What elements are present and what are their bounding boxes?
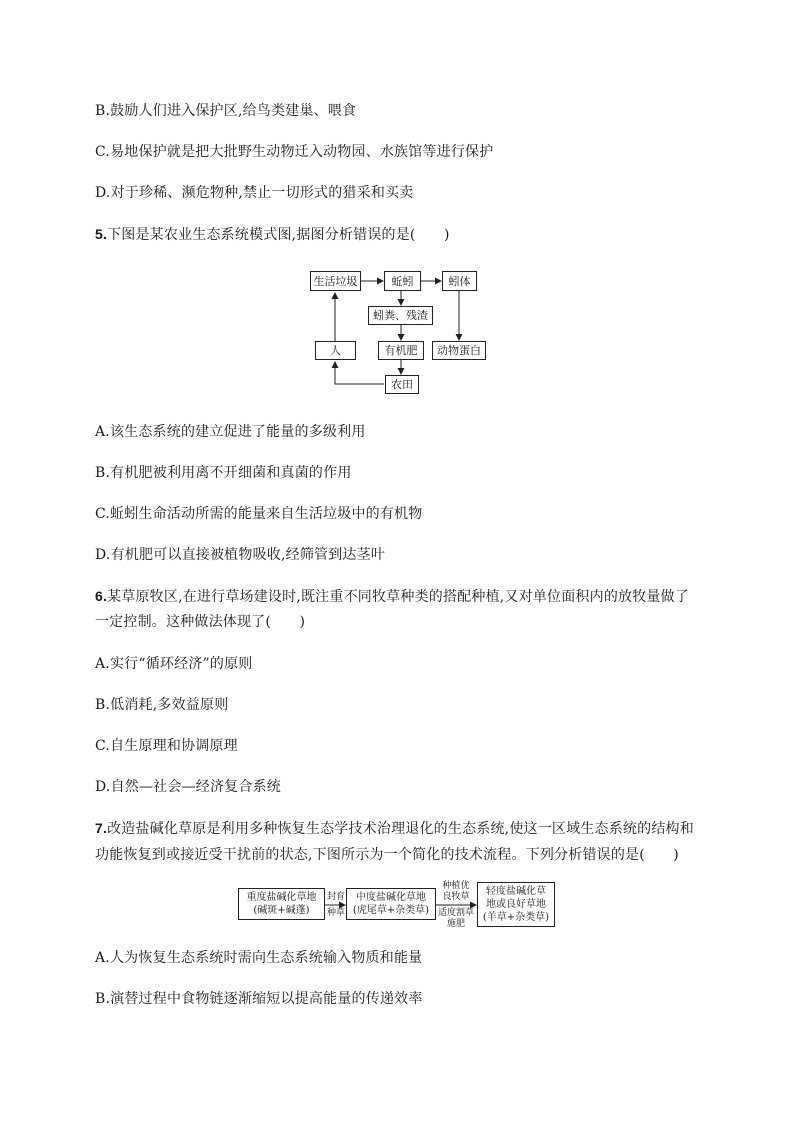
q7-option-a: A.人为恢复生态系统时需向生态系统输入物质和能量	[95, 950, 423, 966]
q7-box-mild-line3: (羊草+杂类草)	[482, 912, 550, 923]
q4-option-b: B.鼓励人们进入保护区,给鸟类建巢、喂食	[95, 103, 357, 119]
q6-option-a: A.实行“循环经济”的原则	[95, 656, 253, 672]
q5-option-b: B.有机肥被利用离不开细菌和真菌的作用	[95, 465, 352, 481]
q7-arrow2-label-bottom2: 施肥	[446, 919, 465, 929]
q6-stem-text1: 某草原牧区,在进行草场建设时,既注重不同牧草种类的搭配种植,又对单位面积内的放牧量做了	[107, 589, 690, 605]
q5-number: 5.	[95, 226, 108, 242]
q5-box-animal-protein: 动物蛋白	[432, 341, 486, 360]
q7-box-mild-line1: 轻度盐碱化草	[486, 886, 546, 897]
q7-arrow2-label-top2: 良牧草	[442, 892, 470, 902]
q7-box-mild-line2: 地或良好草地	[486, 899, 546, 910]
q7-option-b: B.演替过程中食物链逐渐缩短以提高能量的传递效率	[95, 991, 423, 1007]
q5-box-worm-body: 蚓体	[442, 271, 477, 291]
q5-option-a: A.该生态系统的建立促进了能量的多级利用	[95, 424, 366, 440]
q7-box-moderate-line2: (虎尾草+杂类草)	[352, 905, 430, 916]
q5-box-organic-fertilizer: 有机肥	[378, 341, 424, 360]
q5-box-worm-castings: 蚓粪、残渣	[368, 306, 433, 325]
q7-box-moderate-line1: 中度盐碱化草地	[356, 892, 426, 903]
q6-option-c: C.自生原理和协调原理	[95, 738, 238, 754]
q5-box-farmland: 农田	[385, 375, 419, 394]
q5-stem-text: 下图是某农业生态系统模式图,据图分析错误的是( )	[107, 227, 450, 243]
q7-stem-line2: 功能恢复到或接近受干扰前的状态,下图所示为一个简化的技术流程。下列分析错误的是( )	[95, 847, 679, 863]
q7-box-severe-line2: (碱斑+碱蓬)	[253, 905, 310, 916]
q4-option-d: D.对于珍稀、濒危物种,禁止一切形式的猎采和买卖	[95, 185, 414, 201]
q5-option-c: C.蚯蚓生命活动所需的能量来自生活垃圾中的有机物	[95, 506, 423, 522]
q5-box-household-waste: 生活垃圾	[310, 271, 361, 291]
q5-box-human: 人	[315, 341, 356, 360]
q6-stem-line2: 一定控制。这种做法体现了( )	[95, 614, 306, 630]
q7-stem-text1: 改造盐碱化草原是利用多种恢复生态学技术治理退化的生态系统,使这一区域生态系统的结构和	[107, 821, 694, 837]
q7-box-mild	[477, 882, 555, 927]
q7-box-severe	[238, 888, 325, 920]
q7-arrow2-label-top1: 种植优	[442, 881, 470, 891]
q7-arrow1-label-top: 封育	[326, 892, 345, 902]
q4-option-c: C.易地保护就是把大批野生动物迁入动物园、水族馆等进行保护	[95, 144, 494, 160]
q6-number: 6.	[95, 588, 108, 604]
q5-option-d: D.有机肥可以直接被植物吸收,经筛管到达茎叶	[95, 547, 386, 563]
q7-box-severe-line1: 重度盐碱化草地	[246, 892, 317, 903]
q7-box-moderate	[346, 888, 436, 920]
q6-option-d: D.自然—社会—经济复合系统	[95, 779, 281, 795]
q7-arrow2-label-bottom1: 适度割草	[437, 908, 474, 918]
q7-number: 7.	[95, 820, 108, 836]
q7-arrow1-label-bottom: 种草	[326, 908, 345, 918]
q5-box-earthworm: 蚯蚓	[384, 271, 421, 291]
q6-option-b: B.低消耗,多效益原则	[95, 697, 229, 713]
